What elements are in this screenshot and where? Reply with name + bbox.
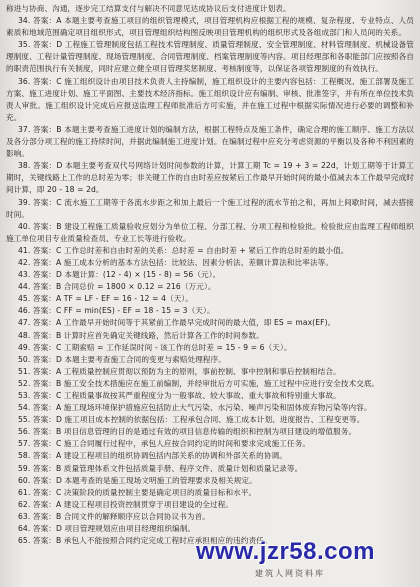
answer-text-block (6, 3, 414, 547)
answer-39: 39. 答案：C 流水施工工期等于各流水步距之和加上最后一个施工过程的流水节拍之和，再加上间歇时间，减去搭接时间。 (6, 197, 414, 219)
answer-40: 40. 答案：B 建设工程施工质量验收应划分为单位工程、分部工程、分项工程和检验批。检验批应由监理工程师组织施工单位项目专业质量检查员、专业工长等进行验收。 (6, 221, 414, 243)
answer-65: 65. 答案：B 承包人不能按照合同约定完成工程时应承担相应的违约责任。 (18, 536, 272, 546)
answer-47: 47. 答案：A 工作最早开始时间等于其紧前工作最早完成时间的最大值，即 ES = max(EF)。 (18, 318, 336, 328)
answer-62: 62. 答案：A 建设工程项目投资控制贯穿于项目建设的全过程。 (18, 499, 234, 509)
answer-49: 49. 答案：C 工期索赔 = 工作延误时间 - 该工作的总时差 = 15 - 9 = 6（天）。 (18, 342, 292, 352)
answer-63: 63. 答案：B 合同文件的解释顺序应以合同协议书为首。 (18, 511, 210, 521)
answer-58: 58. 答案：A 建设工程项目的组织协调包括内部关系的协调和外部关系的协调。 (18, 451, 287, 461)
answer-41: 41. 答案：C 工作总时差和自由时差的关系：总时差 = 自由时差 + 紧后工作的总时差的最小值。 (18, 245, 349, 255)
watermark-subtitle: 建筑人网资料库 (255, 569, 325, 578)
answer-55: 55. 答案：D 施工项目成本控制的依据包括：工程承包合同、施工成本计划、进度报告、工程变更等。 (18, 415, 365, 425)
answer-42: 42. 答案：A 施工成本分析的基本方法包括：比较法、因素分析法、差额计算法和比率法等。 (18, 257, 334, 267)
answer-54: 54. 答案：A 施工现场环境保护措施应包括防止大气污染、水污染、噪声污染和固体废弃物污染等内容。 (18, 403, 372, 413)
answer-56: 56. 答案：B 项目信息管理的目的是通过有效的项目信息传输的组织和控制为项目建设的增值服务。 (18, 427, 357, 437)
answer-53: 53. 答案：C 工程质量事故按其严重程度分为一般事故、较大事故、重大事故和特别重大事故。 (18, 391, 341, 400)
answer-59: 59. 答案：B 质量管理体系文件包括质量手册、程序文件、质量计划和质量记录等。 (18, 463, 303, 473)
paragraph-intro: 称进与协商、沟通，逐步完工结算支付与解决不同意见达成协议后支付进度计划表。 (6, 4, 291, 13)
answer-48: 48. 答案：B 计算时应首先确定关键线路，然后计算各工作的时间参数。 (18, 330, 264, 340)
answer-38: 38. 答案：D 本题主要考查双代号网络计划时间参数的计算，计算工期 Tc = 19 + 3 = 22d，计划工期等于计算工期时，关键线路上工作的总时差为零；非关键工作的自由时差应按紧后工作最早开始时间的最小值减去本工作最早完成时间计算，即 20 - 18 = 2d。 (6, 161, 414, 195)
answer-36: 36. 答案：C 施工组织设计由项目技术负责人主持编制，施工组织设计的主要内容包括：工程概况、施工部署及施工方案、施工进度计划、施工平面图、主要技术经济指标。施工组织设计应有编制、审核、批准签字，并有所在单位技术负责人审批。施工组织设计完成后应报送监理工程师批准后方可实施，并在施工过程中根据实际情况进行必要的调整和补充。 (6, 76, 414, 122)
answer-52: 52. 答案：B 施工安全技术措施应在施工前编制，并经审批后方可实施，施工过程中应进行安全技术交底。 (18, 378, 380, 388)
answer-37: 37. 答案：B 本题主要考查施工进度计划的编制方法，根据工程特点及施工条件，确定合理的施工顺序、施工方法以及各分部分项工程的施工持续时间，并据此编制施工进度计划。在编制过程中应充分考虑资源的平衡以及各种不利因素的影响。 (6, 124, 414, 159)
answer-50: 50. 答案：D 本题主要考查施工合同的变更与索赔处理程序。 (18, 354, 226, 364)
answer-60: 60. 答案：D 本题考查的是施工现场文明施工的管理要求及相关规定。 (18, 475, 257, 485)
answer-61: 61. 答案：C 决策阶段的质量控制主要是确定项目的质量目标和水平。 (18, 487, 257, 497)
answer-45: 45. 答案：A TF = LF - EF = 16 - 12 = 4（天）。 (18, 294, 193, 304)
site-watermark: www.jzr58.com (196, 538, 375, 565)
answer-34: 34. 答案：A 本题主要考查施工项目的组织管理模式，项目管理机构应根据工程的规模、复杂程度、专业特点、人员素质和地域范围确定项目组织形式，项目管理组织结构图反映项目管理机构的组织形式及各组成部门和人员间的关系。 (6, 16, 414, 38)
answer-46: 46. 答案：C FF = min(ES) - EF = 18 - 15 = 3（天）。 (18, 306, 215, 316)
answer-35: 35. 答案：D 工程施工管理制度包括工程技术管理制度、质量管理制度、安全管理制度、材料管理制度、机械设备管理制度、工程计量管理制度、现场管理制度、合同管理制度、档案管理制度等内容。项目经理部和各职能部门应按照各自的职责范围执行有关制度，同时应建立健全项目管理奖惩制度、考核制度等，以保证各项管理制度的有效执行。 (6, 40, 414, 74)
answer-51: 51. 答案：A 工程质量控制应贯彻以预防为主的原则，事前控制、事中控制和事后控制相结合。 (18, 366, 341, 376)
answer-44: 44. 答案：B 合同总价 = 1800 × 0.12 = 216（万元）。 (18, 282, 216, 292)
answer-43: 43. 答案：D 本题计算：(12 - 4) × (15 - 8) = 56（元）。 (18, 270, 221, 280)
answer-57: 57. 答案：C 施工合同履行过程中，承包人应按合同约定的时间和要求完成施工任务。 (18, 439, 311, 449)
answer-64: 64. 答案：D 项目管理规划应由项目经理组织编制。 (18, 524, 196, 534)
